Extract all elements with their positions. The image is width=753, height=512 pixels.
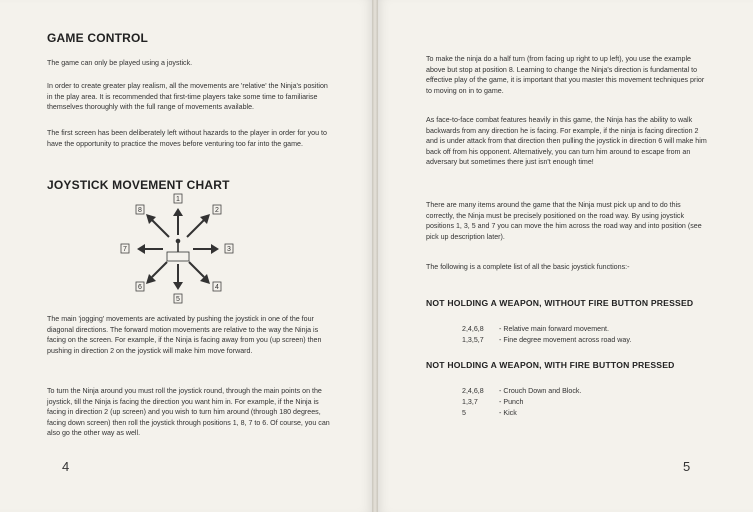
function-code: 2,4,6,8 — [462, 387, 484, 395]
function-description: - Fine degree movement across road way. — [499, 336, 632, 344]
paragraph-walk-backwards: As face-to-face combat features heavily in this game, the Ninja has the ability to walk backwards from any direction he is facing. For example, if the ninja is facing direction 2 and is under attack from that direction then pulling the joystick in direction 6 will make him back off from his opponent. Alternatively, you can turn him around to escape from an adversary but sometimes there just isn't enough time! — [426, 116, 707, 167]
heading-no-weapon-fire: NOT HOLDING A WEAPON, WITH FIRE BUTTON PRESSED — [426, 360, 675, 370]
joystick-icon — [167, 239, 189, 261]
paragraph-pick-up-items: There are many items around the game that the Ninja must pick up and to do this correctly, the Ninja must be precisely positioned on the road way. By using joystick positions 1, 3, 5 and 7 you can move the him across the road way and into position (see pick up description later). — [426, 201, 702, 241]
heading-joystick-movement-chart: JOYSTICK MOVEMENT CHART — [47, 178, 230, 192]
heading-no-weapon-no-fire: NOT HOLDING A WEAPON, WITHOUT FIRE BUTTON PRESSED — [426, 298, 694, 308]
arrow-down-right-icon — [189, 262, 210, 284]
direction-label-6 — [136, 282, 144, 291]
arrow-down-left-icon — [146, 262, 167, 284]
svg-text:5: 5 — [176, 296, 180, 304]
arrow-right-icon — [193, 244, 219, 254]
arrow-up-icon — [173, 208, 183, 235]
arrow-down-icon — [173, 264, 183, 290]
direction-label-4 — [213, 282, 221, 291]
direction-label-5 — [174, 294, 182, 303]
function-code: 1,3,5,7 — [462, 336, 484, 344]
svg-text:1: 1 — [176, 196, 180, 204]
svg-text:6: 6 — [138, 284, 142, 292]
arrow-up-right-icon — [187, 214, 210, 237]
function-description: - Punch — [499, 398, 524, 406]
page-number-left: 4 — [62, 459, 70, 474]
heading-game-control: GAME CONTROL — [47, 31, 149, 45]
paragraph-function-list-intro: The following is a complete list of all the basic joystick functions:- — [426, 263, 630, 271]
paragraph-half-turn: To make the ninja do a half turn (from facing up right to up left), you use the example above but stop at position 8. Learning to change the Ninja's direction is fundamental to effective play of the game, it is important that you master this movement techniques prior to moving on in to game. — [426, 55, 705, 95]
svg-text:4: 4 — [215, 284, 219, 292]
svg-text:7: 7 — [123, 246, 127, 254]
function-code: 1,3,7 — [462, 398, 478, 406]
function-description: - Crouch Down and Block. — [499, 387, 582, 395]
arrow-up-left-icon — [146, 214, 169, 237]
arrow-left-icon — [137, 244, 163, 254]
joystick-direction-diagram — [115, 192, 241, 304]
function-description: - Relative main forward movement. — [499, 325, 609, 333]
page-number-right: 5 — [683, 459, 691, 474]
direction-label-8 — [136, 205, 144, 214]
function-description: - Kick — [499, 409, 517, 417]
function-code: 5 — [462, 409, 466, 417]
svg-text:8: 8 — [138, 207, 142, 215]
direction-label-2 — [213, 205, 221, 214]
paragraph-relative-movement: In order to create greater play realism, all the movements are 'relative' the Ninja's position in the play area. It is recommended that first-time players take some time to familiarise themselves thoroughly with the full range of movements available. — [47, 82, 328, 112]
svg-text:3: 3 — [227, 246, 231, 254]
paragraph-first-screen: The first screen has been deliberately left without hazards to the player in order for you to have the opportunity to practice the moves before venturing too far into the game. — [47, 129, 327, 148]
paragraph-turning-ninja: To turn the Ninja around you must roll the joystick round, through the main points on the joystick, till the Ninja is facing the direction you want him in. For example, if the Ninja is facing in direction 2 (up screen) and you wish to turn him around (through 180 degrees, facing down screen) then roll the joystick through positions 1, 8, 7 to 6. Of course, you can also go the other way as well. — [47, 387, 330, 438]
function-code: 2,4,6,8 — [462, 325, 484, 333]
paragraph-joystick-only: The game can only be played using a joystick. — [47, 59, 193, 67]
direction-label-3 — [225, 244, 233, 253]
page-gutter — [372, 0, 378, 512]
paragraph-jogging-movements: The main 'jogging' movements are activated by pushing the joystick in one of the four diagonal directions. The forward motion movements are relative to the way the Ninja is facing on the screen. For example, if the Ninja is facing away from you (up screen) then pushing in direction 2 on the joystick will make him move forward. — [47, 315, 322, 355]
svg-text:2: 2 — [215, 207, 219, 215]
direction-label-1 — [174, 194, 182, 203]
direction-label-7 — [121, 244, 129, 253]
